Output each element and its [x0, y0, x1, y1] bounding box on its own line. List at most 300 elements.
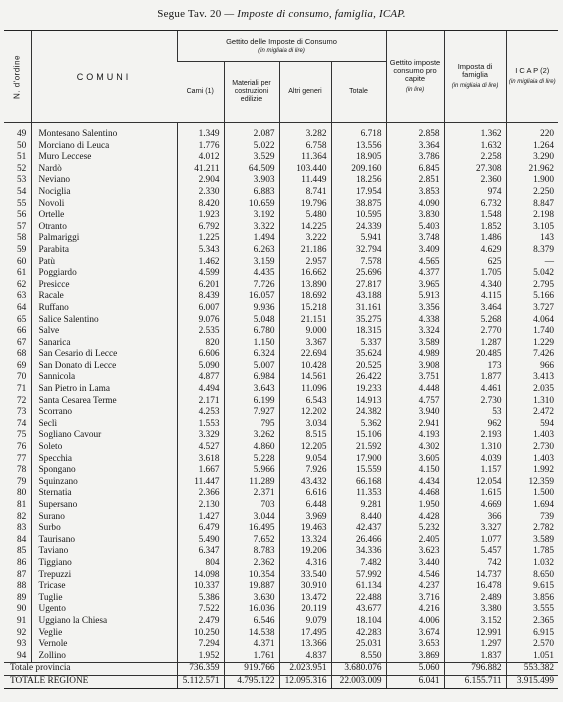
table-cell: 3.324 — [386, 326, 444, 338]
table-cell: 3.044 — [224, 512, 279, 524]
table-cell: 3.623 — [386, 546, 444, 558]
table-cell: 4.428 — [386, 512, 444, 524]
table-cell: 5.112.571 — [177, 675, 224, 688]
table-cell: 63 — [17, 291, 27, 302]
table-cell: 5.457 — [444, 546, 506, 558]
table-cell: 8.550 — [331, 651, 386, 663]
table-cell: 3.413 — [506, 372, 558, 384]
table-cell: 25.696 — [331, 268, 386, 280]
table-cell: Palmariggi — [31, 233, 177, 245]
table-row — [4, 338, 558, 350]
table-cell: 804 — [177, 558, 224, 570]
table-cell: 11.096 — [279, 384, 331, 396]
table-cell: Nardò — [31, 164, 177, 176]
table-cell: 4.795.122 — [224, 675, 279, 688]
table-cell: 79 — [17, 476, 27, 487]
table-cell: 3.674 — [386, 628, 444, 640]
table-cell: 81 — [17, 500, 27, 510]
table-cell: 2.770 — [444, 326, 506, 338]
table-cell: 2.957 — [279, 257, 331, 269]
table-cell: 3.751 — [386, 372, 444, 384]
table-cell: 8.515 — [279, 430, 331, 442]
table-cell: 51 — [17, 152, 27, 163]
table-cell: 3.680.076 — [331, 663, 386, 676]
table-row — [4, 581, 558, 593]
table-cell: 6.883 — [224, 187, 279, 199]
table-cell: Totale provincia — [4, 663, 177, 676]
table-cell: 820 — [177, 338, 224, 350]
table-cell: 2.171 — [177, 396, 224, 408]
table-cell: 6.479 — [177, 523, 224, 535]
table-cell: Scorrano — [31, 407, 177, 419]
table-caption — [0, 8, 563, 20]
table-cell: 16.495 — [224, 523, 279, 535]
table-cell: Trepuzzi — [31, 570, 177, 582]
table-cell: 4.434 — [386, 477, 444, 489]
table-cell: Muro Leccese — [31, 152, 177, 164]
table-cell: 553.382 — [506, 663, 558, 676]
table-cell: 8.783 — [224, 546, 279, 558]
table-cell: 53 — [17, 175, 27, 186]
table-cell: 59 — [17, 244, 27, 255]
header-carni: Carni (1) — [177, 62, 224, 123]
table-cell: 3.727 — [506, 303, 558, 315]
table-cell: 19.233 — [331, 384, 386, 396]
table-cell: 9.615 — [506, 581, 558, 593]
table-cell: 2.330 — [177, 187, 224, 199]
table-cell: 3.630 — [224, 593, 279, 605]
table-cell: 5.268 — [444, 315, 506, 327]
data-table — [4, 30, 558, 689]
table-cell: 3.618 — [177, 454, 224, 466]
table-cell: 6.758 — [279, 141, 331, 153]
table-cell: Ortelle — [31, 210, 177, 222]
table-row — [4, 384, 558, 396]
table-cell: Tuglie — [31, 593, 177, 605]
table-cell: 5.007 — [224, 361, 279, 373]
table-cell: 4.090 — [386, 199, 444, 211]
table-cell: 2.941 — [386, 419, 444, 431]
table-row — [4, 430, 558, 442]
table-cell: 50 — [17, 140, 27, 151]
table-cell: 31.161 — [331, 303, 386, 315]
table-cell: 4.253 — [177, 407, 224, 419]
table-row — [4, 152, 558, 164]
table-cell: 4.837 — [279, 651, 331, 663]
table-cell: 366 — [444, 512, 506, 524]
header-procapite: Gettito imposte consumo pro capite (in lire) — [386, 31, 444, 123]
table-cell: 1.740 — [506, 326, 558, 338]
table-cell: 13.472 — [279, 593, 331, 605]
table-row — [4, 315, 558, 327]
table-row — [4, 442, 558, 454]
total-region-row — [4, 675, 558, 688]
table-cell: 4.371 — [224, 639, 279, 651]
table-cell: 3.327 — [444, 523, 506, 535]
table-cell: 18.256 — [331, 175, 386, 187]
table-cell: Tiggiano — [31, 558, 177, 570]
table-row — [4, 349, 558, 361]
table-cell: 1.494 — [224, 233, 279, 245]
table-cell: 14.225 — [279, 222, 331, 234]
table-cell: 1.051 — [506, 651, 558, 663]
table-cell: 3.409 — [386, 245, 444, 257]
table-cell: Ruffano — [31, 303, 177, 315]
table-cell: 3.105 — [506, 222, 558, 234]
table-cell: Specchia — [31, 454, 177, 466]
table-cell: 20.525 — [331, 361, 386, 373]
table-cell: 6.347 — [177, 546, 224, 558]
table-cell: 86 — [17, 557, 27, 568]
table-cell: Morciano di Leuca — [31, 141, 177, 153]
table-cell: 3.529 — [224, 152, 279, 164]
table-cell: 7.926 — [279, 465, 331, 477]
table-cell: 75 — [17, 430, 27, 441]
table-cell: Patù — [31, 257, 177, 269]
table-cell: 61 — [17, 268, 27, 279]
table-cell: 43.188 — [331, 291, 386, 303]
table-cell: San Donato di Lecce — [31, 361, 177, 373]
table-cell: 1.785 — [506, 546, 558, 558]
table-cell: 12.202 — [279, 407, 331, 419]
table-cell: 3.908 — [386, 361, 444, 373]
table-cell: 43.677 — [331, 604, 386, 616]
table-cell: 5.232 — [386, 523, 444, 535]
table-cell: 3.830 — [386, 210, 444, 222]
table-cell: 4.546 — [386, 570, 444, 582]
table-cell: 2.023.951 — [279, 663, 331, 676]
table-cell: 2.795 — [506, 280, 558, 292]
table-cell: 71 — [17, 384, 27, 395]
table-cell: 3.364 — [386, 141, 444, 153]
table-cell: Taurisano — [31, 535, 177, 547]
table-cell: 82 — [17, 511, 27, 522]
header-comuni: COMUNI — [31, 31, 177, 123]
table-cell: 10.354 — [224, 570, 279, 582]
table-cell: 1.837 — [444, 651, 506, 663]
table-cell: 5.941 — [331, 233, 386, 245]
table-cell: 1.632 — [444, 141, 506, 153]
table-cell: 4.629 — [444, 245, 506, 257]
table-cell: 2.535 — [177, 326, 224, 338]
table-cell: 1.761 — [224, 651, 279, 663]
table-cell: 625 — [444, 257, 506, 269]
table-cell: 77 — [17, 453, 27, 464]
table-cell: 1.952 — [177, 651, 224, 663]
caption-prefix: Segue Tav. 20 — [157, 8, 222, 20]
table-cell: 5.048 — [224, 315, 279, 327]
table-cell: 22.003.009 — [331, 675, 386, 688]
table-row — [4, 454, 558, 466]
table-row — [4, 187, 558, 199]
table-cell: 2.479 — [177, 616, 224, 628]
table-cell: 3.380 — [444, 604, 506, 616]
table-cell: 1.852 — [444, 222, 506, 234]
table-cell: 5.362 — [331, 419, 386, 431]
table-cell: 8.440 — [331, 512, 386, 524]
table-cell: 5.480 — [279, 210, 331, 222]
table-cell: 19.463 — [279, 523, 331, 535]
table-cell: 1.225 — [177, 233, 224, 245]
table-cell: 4.435 — [224, 268, 279, 280]
table-cell: 64.509 — [224, 164, 279, 176]
table-cell: 10.337 — [177, 581, 224, 593]
table-cell: 5.913 — [386, 291, 444, 303]
table-cell: 4.860 — [224, 442, 279, 454]
table-row — [4, 164, 558, 176]
table-row — [4, 372, 558, 384]
table-cell: 1.310 — [506, 396, 558, 408]
table-cell: 17.900 — [331, 454, 386, 466]
table-cell: 3.159 — [224, 257, 279, 269]
table-cell: 209.160 — [331, 164, 386, 176]
table-cell: 3.262 — [224, 430, 279, 442]
table-cell: 2.250 — [506, 187, 558, 199]
header-icap-unit: (in migliaia di lire) — [508, 79, 556, 85]
table-cell: 16.036 — [224, 604, 279, 616]
table-cell: 3.903 — [224, 175, 279, 187]
table-cell: 1.900 — [506, 175, 558, 187]
table-cell: 11.353 — [331, 488, 386, 500]
table-cell: 3.282 — [279, 123, 331, 141]
table-cell: 13.556 — [331, 141, 386, 153]
table-row — [4, 291, 558, 303]
table-cell: 62 — [17, 279, 27, 290]
table-cell: 18.104 — [331, 616, 386, 628]
table-cell: 73 — [17, 407, 27, 418]
header-procapite-unit: (in lire) — [405, 87, 425, 93]
table-row — [4, 210, 558, 222]
table-cell: 1.150 — [224, 338, 279, 350]
table-row — [4, 257, 558, 269]
table-cell: 220 — [506, 123, 558, 141]
table-cell: 3.329 — [177, 430, 224, 442]
table-cell: 6.263 — [224, 245, 279, 257]
header-famiglia-unit: (in migliaia di lire) — [451, 83, 499, 89]
table-cell: 5.022 — [224, 141, 279, 153]
table-cell: Sannicola — [31, 372, 177, 384]
table-cell: Santa Cesarea Terme — [31, 396, 177, 408]
table-cell: 2.035 — [506, 384, 558, 396]
table-row — [4, 535, 558, 547]
table-cell: 3.643 — [224, 384, 279, 396]
table-row — [4, 245, 558, 257]
table-cell: 966 — [506, 361, 558, 373]
table-row — [4, 407, 558, 419]
table-cell: 14.913 — [331, 396, 386, 408]
table-cell: 3.969 — [279, 512, 331, 524]
table-cell: 4.150 — [386, 465, 444, 477]
table-cell: 7.426 — [506, 349, 558, 361]
table-cell: 60 — [17, 256, 27, 267]
table-cell: 11.364 — [279, 152, 331, 164]
table-cell: 35.275 — [331, 315, 386, 327]
table-cell: Sternatia — [31, 488, 177, 500]
table-cell: 6.546 — [224, 616, 279, 628]
table-cell: 33.540 — [279, 570, 331, 582]
table-cell: 1.362 — [444, 123, 506, 141]
table-cell: 6.915 — [506, 628, 558, 640]
table-cell: 83 — [17, 523, 27, 534]
table-cell: 13.324 — [279, 535, 331, 547]
table-cell: 4.237 — [386, 581, 444, 593]
table-cell: 2.193 — [444, 430, 506, 442]
table-cell: 11.447 — [177, 477, 224, 489]
table-cell: 93 — [17, 639, 27, 650]
table-cell: 4.340 — [444, 280, 506, 292]
table-cell: 103.440 — [279, 164, 331, 176]
table-row — [4, 465, 558, 477]
table-cell: 796.882 — [444, 663, 506, 676]
header-famiglia: Imposta di famiglia (in migliaia di lire) — [444, 31, 506, 123]
table-cell: 3.222 — [279, 233, 331, 245]
table-cell: 9.076 — [177, 315, 224, 327]
table-cell: 57 — [17, 221, 27, 232]
table-cell: 3.605 — [386, 454, 444, 466]
table-cell: Supersano — [31, 500, 177, 512]
table-cell: 52 — [17, 163, 27, 174]
table-cell: 1.667 — [177, 465, 224, 477]
table-cell: 3.589 — [506, 535, 558, 547]
table-cell: 61.134 — [331, 581, 386, 593]
table-cell: 14.538 — [224, 628, 279, 640]
table-cell: 5.090 — [177, 361, 224, 373]
table-cell: 1.032 — [506, 558, 558, 570]
table-cell: Salve — [31, 326, 177, 338]
table-cell: 4.338 — [386, 315, 444, 327]
table-row — [4, 123, 558, 141]
table-cell: Uggiano la Chiesa — [31, 616, 177, 628]
table-cell: 24.339 — [331, 222, 386, 234]
table-cell: 8.439 — [177, 291, 224, 303]
table-cell: Novoli — [31, 199, 177, 211]
table-row — [4, 570, 558, 582]
table-row — [4, 199, 558, 211]
table-cell: 1.705 — [444, 268, 506, 280]
table-cell: Parabita — [31, 245, 177, 257]
table-cell: 4.012 — [177, 152, 224, 164]
table-cell: Salice Salentino — [31, 315, 177, 327]
table-cell: 5.042 — [506, 268, 558, 280]
table-cell: 1.462 — [177, 257, 224, 269]
table-cell: 1.776 — [177, 141, 224, 153]
table-cell: Zollino — [31, 651, 177, 663]
table-cell: 4.599 — [177, 268, 224, 280]
table-cell: 18.905 — [331, 152, 386, 164]
table-row — [4, 419, 558, 431]
table-cell: 1.694 — [506, 500, 558, 512]
table-cell: 5.966 — [224, 465, 279, 477]
table-cell: 6.201 — [177, 280, 224, 292]
table-cell: 3.290 — [506, 152, 558, 164]
table-cell: 3.356 — [386, 303, 444, 315]
table-row — [4, 628, 558, 640]
table-cell: 17.954 — [331, 187, 386, 199]
table-cell: Ugento — [31, 604, 177, 616]
table-cell: 57.992 — [331, 570, 386, 582]
header-icap: I C A P (2) (in migliaia di lire) — [506, 31, 558, 123]
table-cell: 85 — [17, 546, 27, 557]
table-cell: 3.555 — [506, 604, 558, 616]
table-cell: 1.403 — [506, 430, 558, 442]
table-cell: Veglie — [31, 628, 177, 640]
table-cell: 4.669 — [444, 500, 506, 512]
table-cell: 594 — [506, 419, 558, 431]
table-cell: 22.488 — [331, 593, 386, 605]
table-row — [4, 523, 558, 535]
table-cell: 2.851 — [386, 175, 444, 187]
table-cell: 41.211 — [177, 164, 224, 176]
table-cell: 1.950 — [386, 500, 444, 512]
header-gettito-group: Gettito delle Imposte di Consumo (in migliaia di lire) — [177, 31, 386, 62]
table-cell: 2.362 — [224, 558, 279, 570]
table-cell: 7.726 — [224, 280, 279, 292]
table-cell: 21.592 — [331, 442, 386, 454]
table-cell: 10.595 — [331, 210, 386, 222]
table-cell: 20.119 — [279, 604, 331, 616]
table-cell: 89 — [17, 592, 27, 603]
table-cell: 795 — [224, 419, 279, 431]
table-cell: 56 — [17, 210, 27, 221]
table-cell: 72 — [17, 395, 27, 406]
table-cell: 3.322 — [224, 222, 279, 234]
table-cell: 26.466 — [331, 535, 386, 547]
table-cell: 17.495 — [279, 628, 331, 640]
table-cell: 3.786 — [386, 152, 444, 164]
table-row — [4, 175, 558, 187]
table-cell: 1.500 — [506, 488, 558, 500]
table-cell: 19.206 — [279, 546, 331, 558]
table-cell: 3.464 — [444, 303, 506, 315]
table-cell: 8.741 — [279, 187, 331, 199]
header-ordine: N. d'ordine — [4, 31, 31, 123]
table-cell: 974 — [444, 187, 506, 199]
table-cell: 962 — [444, 419, 506, 431]
table-cell: 6.199 — [224, 396, 279, 408]
table-cell: San Cesario di Lecce — [31, 349, 177, 361]
table-cell: 2.130 — [177, 500, 224, 512]
header-totale: Totale — [331, 62, 386, 123]
table-cell: 2.858 — [386, 123, 444, 141]
table-row — [4, 141, 558, 153]
table-cell: 1.615 — [444, 488, 506, 500]
table-cell: 5.403 — [386, 222, 444, 234]
table-cell: 3.853 — [386, 187, 444, 199]
table-cell: 4.461 — [444, 384, 506, 396]
table-cell: 3.192 — [224, 210, 279, 222]
table-cell: 16.662 — [279, 268, 331, 280]
table-cell: 10.659 — [224, 199, 279, 211]
table-cell: 4.989 — [386, 349, 444, 361]
table-cell: Racale — [31, 291, 177, 303]
table-cell: Nociglia — [31, 187, 177, 199]
table-row — [4, 593, 558, 605]
table-cell: 173 — [444, 361, 506, 373]
table-cell: 30.910 — [279, 581, 331, 593]
table-cell: 92 — [17, 627, 27, 638]
table-cell: 2.730 — [444, 396, 506, 408]
table-cell: 2.087 — [224, 123, 279, 141]
table-cell: 1.077 — [444, 535, 506, 547]
table-cell: 6.792 — [177, 222, 224, 234]
table-cell: 14.737 — [444, 570, 506, 582]
table-cell: 3.367 — [279, 338, 331, 350]
table-cell: 13.366 — [279, 639, 331, 651]
header-materiali: Materiali per costruzioni edilizie — [224, 62, 279, 123]
table-row — [4, 268, 558, 280]
table-cell: 21.151 — [279, 315, 331, 327]
table-cell: 5.386 — [177, 593, 224, 605]
